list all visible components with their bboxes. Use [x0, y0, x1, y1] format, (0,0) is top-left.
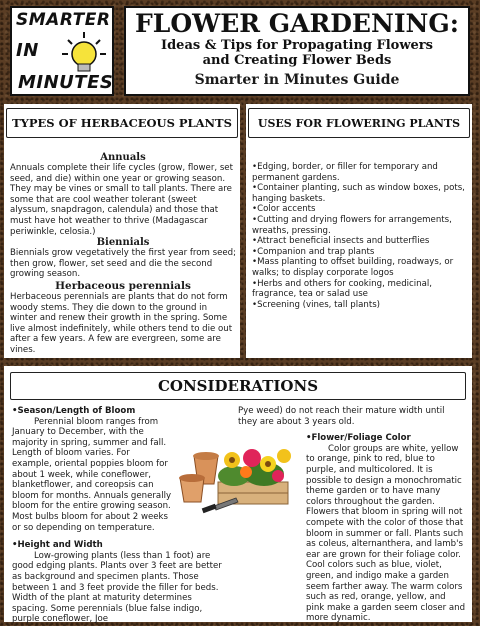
page-title: FLOWER GARDENING:: [135, 9, 459, 38]
logo-word-minutes: MINUTES: [18, 72, 114, 93]
list-item: •Color accents: [252, 204, 316, 215]
list-item: •Mass planting to offset building, roadways, or walks; to display corporate logos: [252, 257, 454, 278]
list-item: •Edging, border, or filler for temporary and permanent gardens.: [252, 162, 438, 183]
subtitle-line-2: and Creating Flower Beds: [202, 53, 392, 68]
season-heading: •Season/Length of Bloom: [12, 406, 136, 416]
biennials-text: Biennials grow vegetatively the first year from seed; then grow, flower, set seed and die the second growing season.: [10, 248, 237, 280]
uses-list: [252, 162, 466, 310]
list-item: •Screening (vines, tall plants): [252, 299, 381, 310]
list-item: •Companion and trap plants: [252, 246, 375, 257]
header: [6, 4, 474, 98]
annuals-heading: Annuals: [100, 152, 146, 163]
list-item: •Attract beneficial insects and butterflies: [252, 236, 430, 247]
lightbulb-icon: [60, 30, 108, 74]
height-text: Low-growing plants (less than 1 foot) are good edging plants. Plants over 3 feet are better as background and specimen plants. Those between 1 and 3 feet provide the filler for beds. Width of the plant at maturity determines spacing. Some perennials (blue false indigo, purple coneflower, Joe: [12, 550, 222, 625]
list-item: •Cutting and drying flowers for arrangements, wreaths, pressing.: [252, 214, 452, 236]
subtitle-line-1: Ideas & Tips for Propagating Flowers: [161, 38, 433, 53]
guide-label: Smarter in Minutes Guide: [194, 72, 400, 88]
color-heading: •Flower/Foliage Color: [306, 433, 411, 444]
flower-pots-illustration: [174, 436, 302, 518]
list-item: •Container planting, such as window boxes, pots, hanging baskets.: [252, 183, 465, 204]
uses-banner: USES FOR FLOWERING PLANTS: [248, 108, 470, 138]
considerations-banner: CONSIDERATIONS: [10, 372, 466, 400]
list-item: •Herbs and others for cooking, medicinal, fragrance, tea or salad use: [252, 278, 432, 300]
pye-weed-text: Pye weed) do not reach their mature width until they are about 3 years old.: [238, 406, 445, 427]
height-heading: •Height and Width: [12, 540, 103, 551]
logo: [10, 6, 114, 96]
perennials-heading: Herbaceous perennials: [55, 279, 191, 292]
logo-word-in: IN: [16, 40, 39, 61]
types-content: [10, 152, 236, 356]
color-text: Color groups are white, yellow to orange, pink to red, blue to purple, and multicolored. It is possible to design a monochromatic theme garden or to have many colors throughout the garden. Flowers that bloom in spring will not compete with the color of those that bloom in summer or fall. Plants such as coleus, alternanthera, and lamb's ear are grown for their foliage color. Cool colors such as blue, violet, green, and indigo make a garden seem farther away. The warm colors such as red, orange, yellow, and pink make a garden seem closer and more dynamic.: [306, 443, 466, 624]
logo-word-smarter: SMARTER: [16, 10, 111, 30]
types-banner: TYPES OF HERBACEOUS PLANTS: [6, 108, 238, 138]
title-box: [124, 6, 470, 96]
annuals-text: Annuals complete their life cycles (grow, flower, set seed, and die) within one year or growing season. They may be vines or small to tall plants. There are some that are cool weather tolerant (sweet alyssum, snapdragon, calendula) and those that must have hot weather to thrive (Madagascar periwinkle, celosia.): [10, 163, 233, 237]
perennials-text: Herbaceous perennials are plants that do not form woody stems. They die down to the ground in winter and renew their growth in the spring. Some live almost indefinitely, while others tend to die out after a few years. A few are evergreen, some are vines.: [10, 291, 233, 355]
season-text: Perennial bloom ranges from January to December, with the majority in spring, summer and fall. Length of bloom varies. For example, oriental poppies bloom for about 1 week, while coneflower, blanketflower, and coreopsis can bloom for months. Annuals generally bloom for the entire growing season. Most bulbs bloom for about 2 weeks or so depending on temperature.: [12, 416, 172, 533]
biennials-heading: Biennials: [96, 237, 150, 249]
